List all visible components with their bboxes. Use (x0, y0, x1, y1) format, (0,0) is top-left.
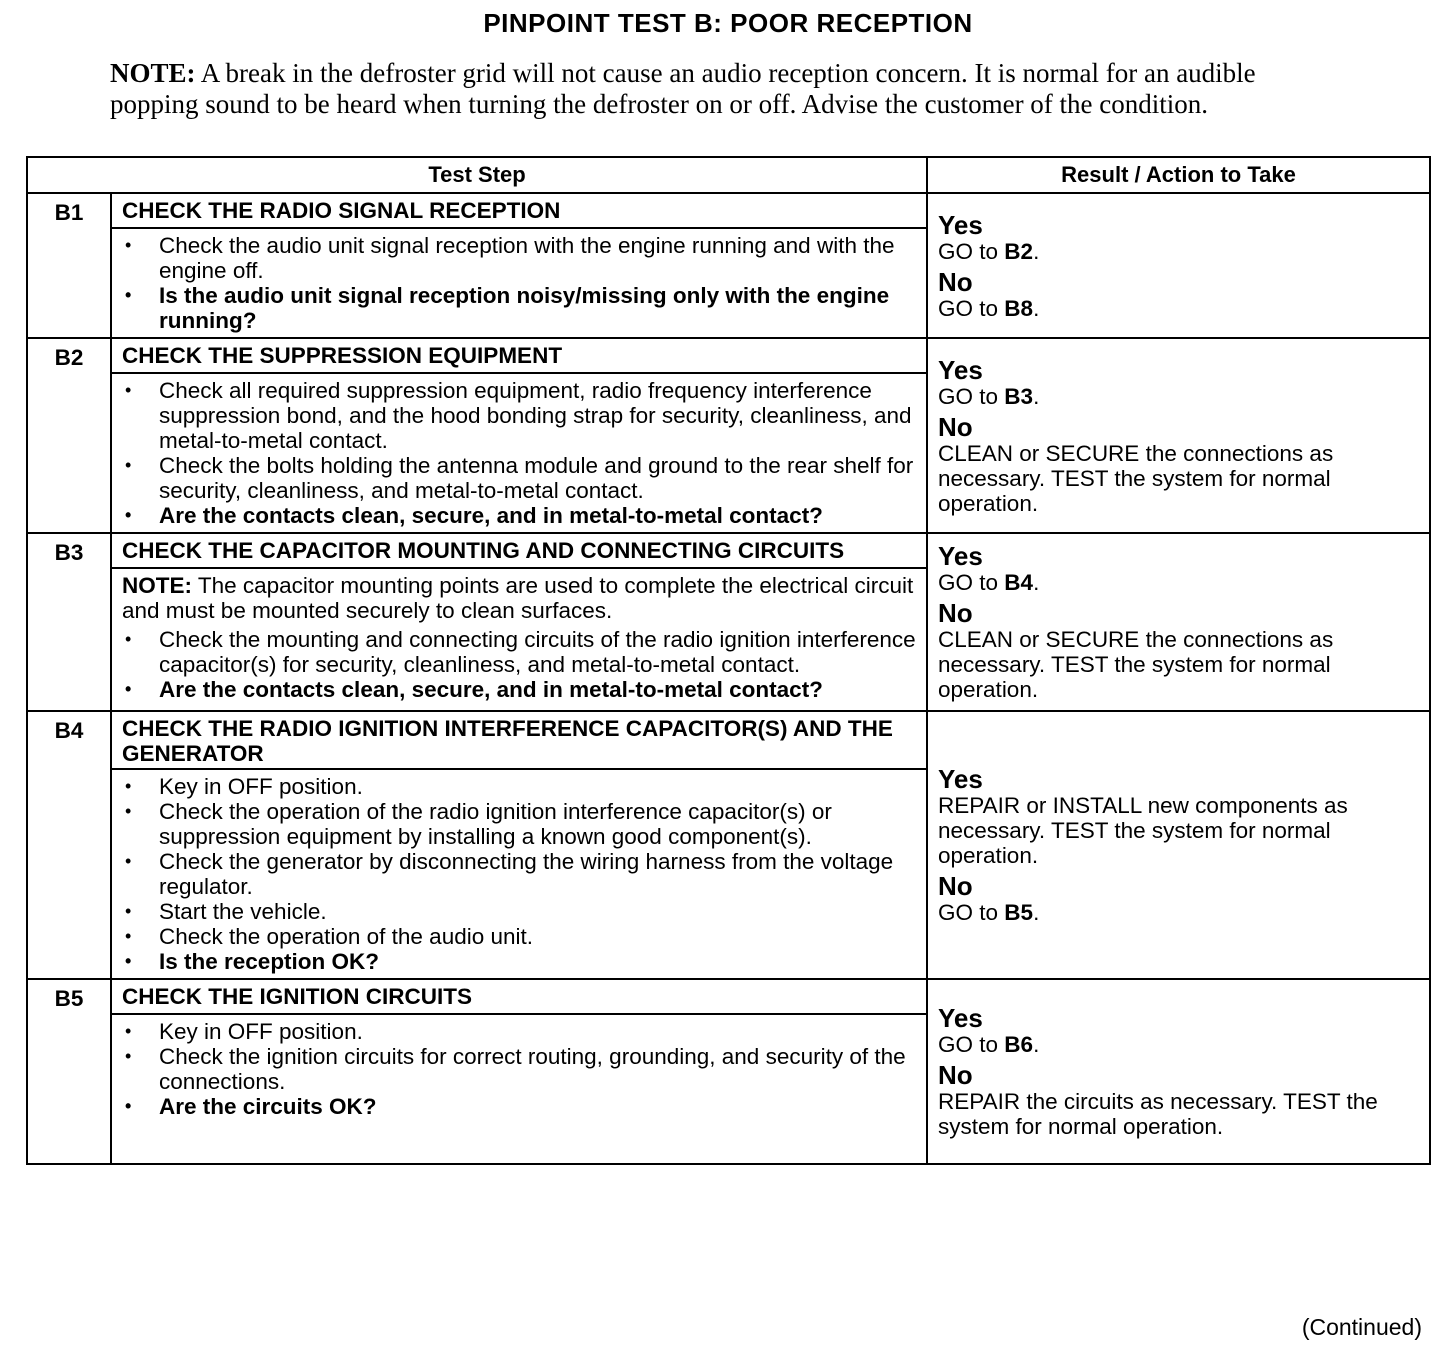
no-label: No (938, 266, 973, 297)
intro-note (110, 58, 1300, 119)
list-item: • Check the bolts holding the antenna module and ground to the rear shelf for security, cleanliness, and metal-to-metal contact. (122, 453, 916, 503)
no-action: GO to B5. (938, 900, 1040, 925)
step-body (111, 769, 927, 979)
list-item: • Are the circuits OK? (122, 1094, 916, 1119)
list-item: • Check the audio unit signal reception with the engine running and with the engine off. (122, 233, 916, 283)
step-row-b4-heading (27, 711, 1430, 769)
list-item: • Check the ignition circuits for correct routing, grounding, and security of the connections. (122, 1044, 916, 1094)
header-test-step: Test Step (27, 157, 927, 193)
step-row-b3-heading (27, 533, 1430, 568)
yes-target: B6 (1004, 1032, 1034, 1057)
step-note (122, 573, 916, 623)
step-row-b5-heading (27, 979, 1430, 1014)
step-heading: CHECK THE IGNITION CIRCUITS (111, 979, 927, 1014)
yes-target: B3 (1004, 383, 1034, 409)
no-action: REPAIR the circuits as necessary. TEST the system for normal operation. (938, 1089, 1378, 1139)
list-item: • Check the mounting and connecting circuits of the radio ignition interference capacitor(s) for security, cleanliness, and metal-to-metal contact. (122, 627, 916, 677)
yes-label: Yes (938, 541, 983, 571)
step-heading: CHECK THE RADIO IGNITION INTERFERENCE CAPACITOR(S) AND THE GENERATOR (111, 711, 927, 769)
step-result (927, 193, 1430, 338)
pinpoint-test-table (26, 156, 1431, 1165)
yes-target: B2 (1004, 238, 1034, 264)
yes-label: Yes (938, 1003, 983, 1033)
no-label: No (938, 1060, 973, 1090)
header-result: Result / Action to Take (927, 157, 1430, 193)
list-item: • Are the contacts clean, secure, and in metal-to-metal contact? (122, 677, 916, 702)
step-result (927, 338, 1430, 533)
list-item: • Are the contacts clean, secure, and in metal-to-metal contact? (122, 503, 916, 528)
no-target: B8 (1004, 295, 1034, 321)
step-result (927, 711, 1430, 979)
yes-action: GO to B6. (938, 1032, 1040, 1057)
yes-action: REPAIR or INSTALL new components as necessary. TEST the system for normal operation. (938, 793, 1348, 868)
yes-label: Yes (938, 209, 983, 240)
step-heading: CHECK THE RADIO SIGNAL RECEPTION (111, 193, 927, 228)
step-body (111, 1014, 927, 1164)
no-target: B5 (1004, 900, 1034, 925)
step-id: B1 (27, 193, 111, 228)
step-result (927, 979, 1430, 1164)
list-item: • Key in OFF position. (122, 774, 916, 799)
no-label: No (938, 411, 973, 442)
list-item: • Key in OFF position. (122, 1019, 916, 1044)
step-id: B2 (27, 338, 111, 373)
page-title: PINPOINT TEST B: POOR RECEPTION (483, 8, 973, 38)
step-row-b1-heading (27, 193, 1430, 228)
intro-note-label: NOTE: (110, 58, 196, 88)
list-item: • Is the audio unit signal reception noisy/missing only with the engine running? (122, 283, 916, 333)
step-row-b2-heading (27, 338, 1430, 373)
intro-note-text: A break in the defroster grid will not cause an audio reception concern. It is normal for an audible popping sound to be heard when turning the defroster on or off. Advise the customer of the condition. (110, 58, 1256, 119)
step-id: B4 (27, 711, 111, 769)
no-action: CLEAN or SECURE the connections as necessary. TEST the system for normal operation. (938, 627, 1334, 702)
step-id: B3 (27, 533, 111, 568)
list-item: • Is the reception OK? (122, 949, 916, 974)
yes-action: GO to B4. (938, 570, 1040, 595)
yes-label: Yes (938, 354, 983, 385)
list-item: • Check the operation of the radio ignition interference capacitor(s) or suppression equipment by installing a known good component(s). (122, 799, 916, 849)
no-action: CLEAN or SECURE the connections as necessary. TEST the system for normal operation. (938, 440, 1334, 516)
step-result (927, 533, 1430, 711)
no-label: No (938, 598, 973, 628)
step-note-text: The capacitor mounting points are used to complete the electrical circuit and must be mounted securely to clean surfaces. (122, 573, 914, 623)
no-action: GO to B8. (938, 295, 1040, 321)
step-heading: CHECK THE CAPACITOR MOUNTING AND CONNECTING CIRCUITS (111, 533, 927, 568)
list-item: • Check all required suppression equipment, radio frequency interference suppression bond, and the hood bonding strap for security, cleanliness, and metal-to-metal contact. (122, 378, 916, 453)
yes-target: B4 (1004, 570, 1034, 595)
step-body (111, 373, 927, 533)
step-id: B5 (27, 979, 111, 1014)
yes-action: GO to B2. (938, 238, 1040, 264)
yes-label: Yes (938, 764, 983, 794)
yes-action: GO to B3. (938, 383, 1040, 409)
step-body (111, 568, 927, 711)
step-note-label: NOTE: (122, 573, 192, 598)
no-label: No (938, 871, 973, 901)
list-item: • Start the vehicle. (122, 899, 916, 924)
step-body (111, 228, 927, 338)
continued-label: (Continued) (1301, 1314, 1422, 1340)
step-heading: CHECK THE SUPPRESSION EQUIPMENT (111, 338, 927, 373)
list-item: • Check the operation of the audio unit. (122, 924, 916, 949)
list-item: • Check the generator by disconnecting the wiring harness from the voltage regulator. (122, 849, 916, 899)
table-header-row (27, 157, 1430, 193)
